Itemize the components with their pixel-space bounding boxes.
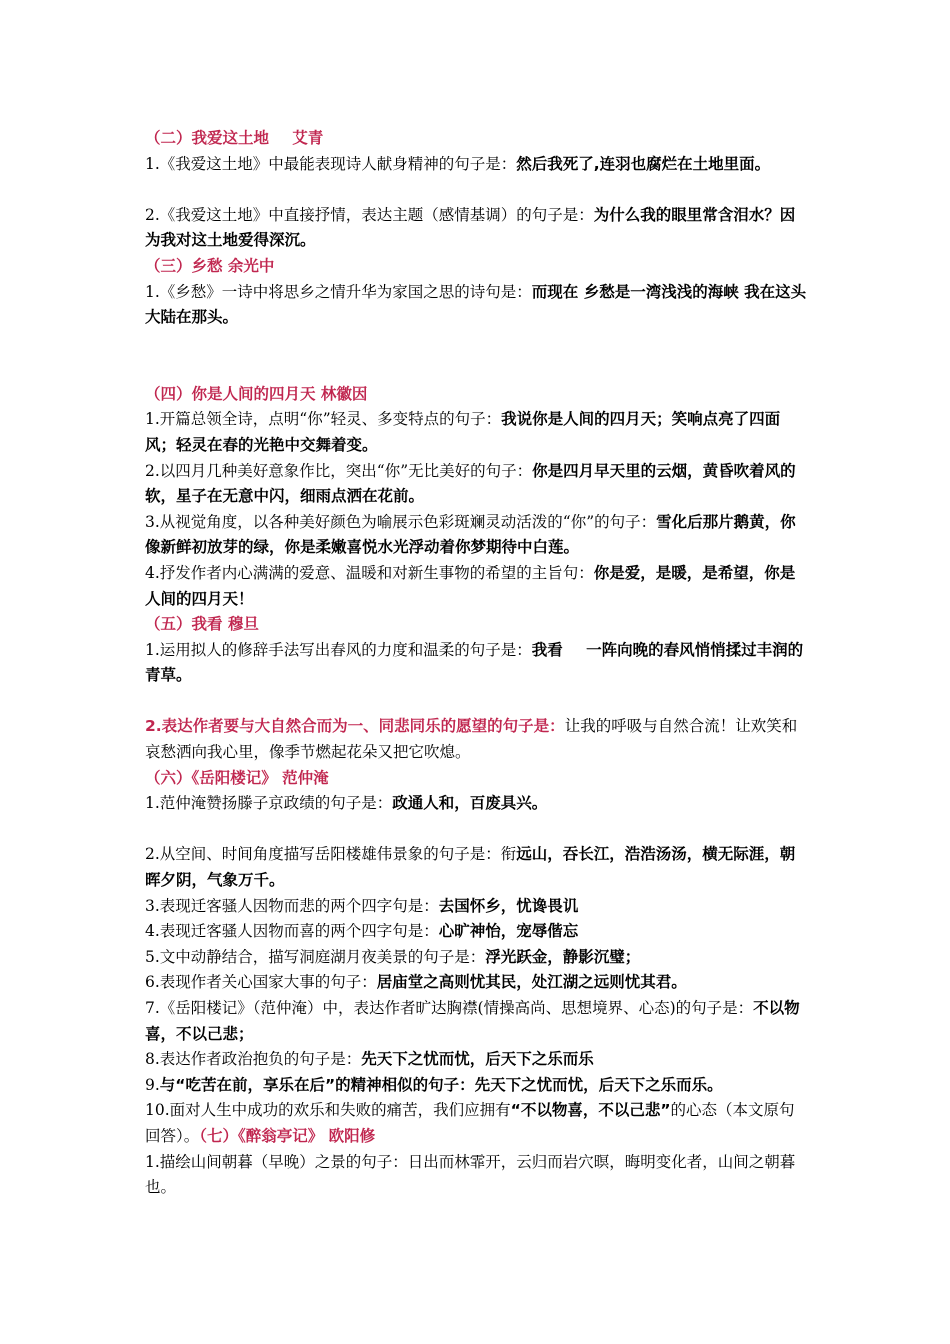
- question-item: [145, 561, 810, 612]
- section-heading-5: （五）我看 穆旦: [145, 615, 259, 634]
- section-heading-4: （四）你是人间的四月天 林徽因: [145, 384, 368, 403]
- question-text: 10.面对人生中成功的欢乐和失败的痛苦，我们应拥有: [145, 1101, 511, 1120]
- question-text: 的心态（本文原句回答）。: [145, 1101, 795, 1145]
- spacer: [145, 817, 810, 843]
- question-item: [145, 1047, 810, 1073]
- question-text: 1.开篇总领全诗，点明“你”轻灵、多变特点的句子：: [145, 410, 502, 429]
- section-heading-3: （三）乡愁 余光中: [145, 256, 275, 275]
- section-heading-2: [145, 126, 810, 152]
- answer-text: 而现在 乡愁是一湾浅浅的海峡 我在这头 大陆在那头。: [145, 282, 807, 327]
- question-text: 2.表达作者要与大自然合而为一、同悲同乐的愿望的句子是：: [145, 717, 565, 736]
- question-text: 4.抒发作者内心满满的爱意、温暖和对新生事物的希望的主旨句：: [145, 563, 594, 582]
- answer-text: 先天下之忧而忧，后天下之乐而乐: [361, 1050, 594, 1069]
- question-text: 1.运用拟人的修辞手法写出春风的力度和温柔的句子是：: [145, 640, 532, 659]
- question-item: [145, 407, 810, 458]
- document-page: [145, 126, 810, 1201]
- question-text: 4.表现迁客骚人因物而喜的两个四字句是：: [145, 922, 439, 941]
- answer-text: 雪化后那片鹅黄，你像新鲜初放芽的绿，你是柔嫩喜悦水光浮动着你梦期待中白莲。: [145, 512, 796, 557]
- question-item: [145, 894, 810, 920]
- answer-text: 一阵向晚的春风悄悄揉过丰润的青草。: [145, 640, 804, 685]
- question-item: [145, 152, 810, 178]
- answer-text: 不以物喜，不以己悲；: [145, 999, 800, 1043]
- spacer: [145, 177, 810, 203]
- question-text: 1.《乡愁》一诗中将思乡之情升华为家国之思的诗句是：: [145, 282, 532, 301]
- question-item: [145, 919, 810, 945]
- answer-text: “不以物喜，不以己悲”: [510, 1101, 671, 1120]
- question-item: [145, 842, 810, 893]
- question-item: [145, 459, 810, 510]
- answer-text: 心旷神怡，宠辱偕忘: [438, 922, 579, 941]
- answer-text: 浮光跃金，静影沉璧；: [485, 947, 641, 966]
- question-text: 5.文中动静结合，描写洞庭湖月夜美景的句子是：: [145, 947, 486, 966]
- heading-author: 艾青: [292, 129, 324, 147]
- answer-text: 远山，吞长江，浩浩汤汤，横无际涯，朝晖夕阴，气象万千。: [145, 845, 796, 890]
- answer-text: 你是四月早天里的云烟，黄昏吹着风的软，星子在无意中闪，细雨点洒在花前。: [145, 461, 796, 506]
- answer-text: 我看: [531, 640, 563, 659]
- question-text: 与“吃苦在前，享乐在后”的精神相似的句子：先天下之忧而忧，后天下之乐而乐。: [159, 1075, 723, 1094]
- question-item: [145, 280, 810, 331]
- question-item: [145, 714, 810, 765]
- question-item: [145, 1073, 810, 1099]
- section-heading-7: （七）《醉翁亭记》 欧阳修: [199, 1126, 376, 1145]
- question-text: 3.从视觉角度，以各种美好颜色为喻展示色彩斑斓灵动活泼的“你”的句子：: [145, 512, 657, 531]
- question-text: 2.《我爱这土地》中直接抒情，表达主题（感情基调）的句子是：: [145, 205, 594, 224]
- answer-text: 政通人和，百废具兴。: [392, 794, 548, 813]
- question-text: 1.范仲淹赞扬滕子京政绩的句子是：: [145, 794, 393, 813]
- answer-text: 去国怀乡，忧谗畏讥: [438, 896, 579, 915]
- question-text: 2.从空间、时间角度描写岳阳楼雄伟景象的句子是：衔: [145, 845, 517, 864]
- answer-text: 居庙堂之高则忧其民，处江湖之远则忧其君。: [376, 973, 687, 992]
- question-item: [145, 1150, 810, 1201]
- question-item: [145, 510, 810, 561]
- question-text: 2.以四月几种美好意象作比，突出“你”无比美好的句子：: [145, 461, 533, 480]
- question-item: [145, 970, 810, 996]
- question-text: 6.表现作者关心国家大事的句子：: [145, 973, 377, 992]
- question-number: 9.: [145, 1075, 160, 1094]
- answer-text: 为什么我的眼里常含泪水？因为我对这土地爱得深沉。: [145, 205, 796, 250]
- heading-title: （二）我爱这土地: [145, 129, 270, 147]
- question-item: [145, 638, 810, 689]
- question-item: [145, 791, 810, 817]
- answer-text: 让我的呼吸与自然合流！让欢笑和哀愁洒向我心里，像季节燃起花朵又把它吹熄。: [145, 717, 798, 762]
- question-item: [145, 945, 810, 971]
- question-item: [145, 203, 810, 254]
- question-item: [145, 1098, 810, 1149]
- section-heading-6: （六）《岳阳楼记》 范仲淹: [145, 768, 329, 787]
- answer-text: 我说你是人间的四月天；笑响点亮了四面风；轻灵在春的光艳中交舞着变。: [145, 410, 781, 454]
- answer-text: 你是爱，是暖，是希望，你是人间的四月天！: [145, 563, 796, 608]
- spacer: [145, 331, 810, 382]
- question-text: 3.表现迁客骚人因物而悲的两个四字句是：: [145, 896, 439, 915]
- question-text: 1.《我爱这土地》中最能表现诗人献身精神的句子是：: [145, 154, 517, 173]
- question-text: 7.《岳阳楼记》（范仲淹）中，表达作者旷达胸襟(情操高尚、思想境界、心态)的句子是：: [145, 999, 754, 1017]
- question-text: 8.表达作者政治抱负的句子是：: [145, 1050, 362, 1069]
- question-text: 1.描绘山间朝暮（早晚）之景的句子：日出而林霏开，云归而岩穴暝，晦明变化者，山间之朝暮也。: [145, 1152, 796, 1197]
- spacer: [145, 689, 810, 715]
- question-item: [145, 996, 810, 1047]
- answer-text: 然后我死了,连羽也腐烂在土地里面。: [516, 154, 771, 173]
